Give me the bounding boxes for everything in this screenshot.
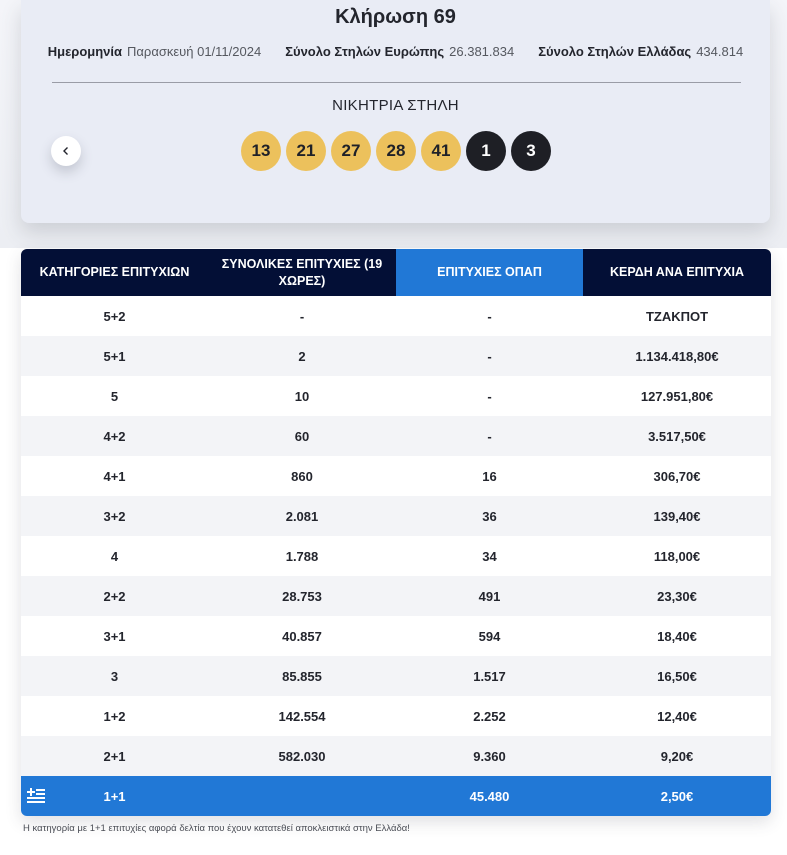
total-cell: 860	[208, 456, 396, 496]
greek-only-row	[21, 776, 771, 816]
greek-flag-icon	[27, 788, 45, 803]
header-total-winners: ΣΥΝΟΛΙΚΕΣ ΕΠΙΤΥΧΙΕΣ (19 ΧΩΡΕΣ)	[208, 249, 396, 296]
table-row	[21, 376, 771, 416]
opap-cell: 2.252	[396, 696, 583, 736]
table-row	[21, 656, 771, 696]
opap-cell: -	[396, 376, 583, 416]
total-cell: 142.554	[208, 696, 396, 736]
category-cell: 2+1	[21, 736, 208, 776]
prize-cell: 2,50€	[583, 776, 771, 816]
total-cell: 582.030	[208, 736, 396, 776]
prize-cell: ΤΖΑΚΠΟΤ	[583, 296, 771, 336]
prize-table	[21, 249, 771, 816]
table-row	[21, 416, 771, 456]
header-categories: ΚΑΤΗΓΟΡΙΕΣ ΕΠΙΤΥΧΙΩΝ	[21, 249, 208, 296]
prize-cell: 3.517,50€	[583, 416, 771, 456]
opap-cell: -	[396, 416, 583, 456]
category-cell: 3+2	[21, 496, 208, 536]
chevron-left-icon	[61, 146, 71, 156]
prize-cell: 23,30€	[583, 576, 771, 616]
table-row	[21, 736, 771, 776]
europe-total	[285, 44, 514, 59]
total-cell: 28.753	[208, 576, 396, 616]
total-cell: 2.081	[208, 496, 396, 536]
europe-total-label: Σύνολο Στηλών Ευρώπης	[285, 44, 445, 59]
category-cell: 4+1	[21, 456, 208, 496]
main-number-ball: 41	[421, 131, 461, 171]
previous-draw-button[interactable]	[51, 136, 81, 166]
table-row	[21, 576, 771, 616]
greece-total	[538, 44, 743, 59]
header-prize-per-winner: ΚΕΡΔΗ ΑΝΑ ΕΠΙΤΥΧΙΑ	[583, 249, 771, 296]
main-number-ball: 21	[286, 131, 326, 171]
opap-cell: 594	[396, 616, 583, 656]
greece-total-label: Σύνολο Στηλών Ελλάδας	[538, 44, 692, 59]
table-row	[21, 536, 771, 576]
category-cell: 5	[21, 376, 208, 416]
total-cell: 40.857	[208, 616, 396, 656]
prize-cell: 127.951,80€	[583, 376, 771, 416]
table-row	[21, 696, 771, 736]
opap-cell: -	[396, 336, 583, 376]
category-cell: 3+1	[21, 616, 208, 656]
header-opap-winners: ΕΠΙΤΥΧΙΕΣ ΟΠΑΠ	[396, 249, 583, 296]
prize-cell: 16,50€	[583, 656, 771, 696]
opap-cell: 491	[396, 576, 583, 616]
category-cell: 5+1	[21, 336, 208, 376]
prize-cell: 9,20€	[583, 736, 771, 776]
opap-cell: 9.360	[396, 736, 583, 776]
category-cell: 3	[21, 656, 208, 696]
table-row	[21, 616, 771, 656]
table-row	[21, 296, 771, 336]
opap-cell: 1.517	[396, 656, 583, 696]
total-cell: 2	[208, 336, 396, 376]
prize-cell: 118,00€	[583, 536, 771, 576]
draw-summary-card	[21, 0, 770, 223]
total-cell: 1.788	[208, 536, 396, 576]
main-number-ball: 13	[241, 131, 281, 171]
total-cell	[208, 776, 396, 816]
category-cell: 5+2	[21, 296, 208, 336]
draw-date	[48, 44, 261, 59]
opap-cell: 16	[396, 456, 583, 496]
table-row	[21, 456, 771, 496]
table-header-row	[21, 249, 771, 296]
prize-cell: 139,40€	[583, 496, 771, 536]
category-cell: 1+2	[21, 696, 208, 736]
total-cell: -	[208, 296, 396, 336]
greece-total-value: 434.814	[696, 44, 744, 59]
star-number-ball: 3	[511, 131, 551, 171]
table-row	[21, 336, 771, 376]
opap-cell: 36	[396, 496, 583, 536]
europe-total-value: 26.381.834	[449, 44, 515, 59]
category-cell: 4+2	[21, 416, 208, 456]
winning-numbers	[241, 131, 551, 171]
main-number-ball: 27	[331, 131, 371, 171]
prize-cell: 306,70€	[583, 456, 771, 496]
category-value: 1+1	[103, 788, 126, 804]
opap-cell: 34	[396, 536, 583, 576]
category-cell-greek	[21, 776, 208, 816]
footnote: Η κατηγορία με 1+1 επιτυχίες αφορά δελτία που έχουν κατατεθεί αποκλειστικά στην Ελλάδα!	[23, 823, 410, 834]
prize-cell: 1.134.418,80€	[583, 336, 771, 376]
opap-cell: 45.480	[396, 776, 583, 816]
date-label: Ημερομηνία	[47, 44, 123, 59]
divider	[52, 82, 741, 83]
prize-cell: 18,40€	[583, 616, 771, 656]
draw-meta	[21, 44, 770, 59]
category-cell: 4	[21, 536, 208, 576]
total-cell: 10	[208, 376, 396, 416]
opap-cell: -	[396, 296, 583, 336]
table-row	[21, 496, 771, 536]
winning-column-label: ΝΙΚΗΤΡΙΑ ΣΤΗΛΗ	[332, 97, 459, 114]
prize-cell: 12,40€	[583, 696, 771, 736]
total-cell: 60	[208, 416, 396, 456]
total-cell: 85.855	[208, 656, 396, 696]
draw-title: Κλήρωση 69	[335, 6, 456, 28]
date-value: Παρασκευή 01/11/2024	[127, 44, 262, 59]
category-cell: 2+2	[21, 576, 208, 616]
main-number-ball: 28	[376, 131, 416, 171]
star-number-ball: 1	[466, 131, 506, 171]
